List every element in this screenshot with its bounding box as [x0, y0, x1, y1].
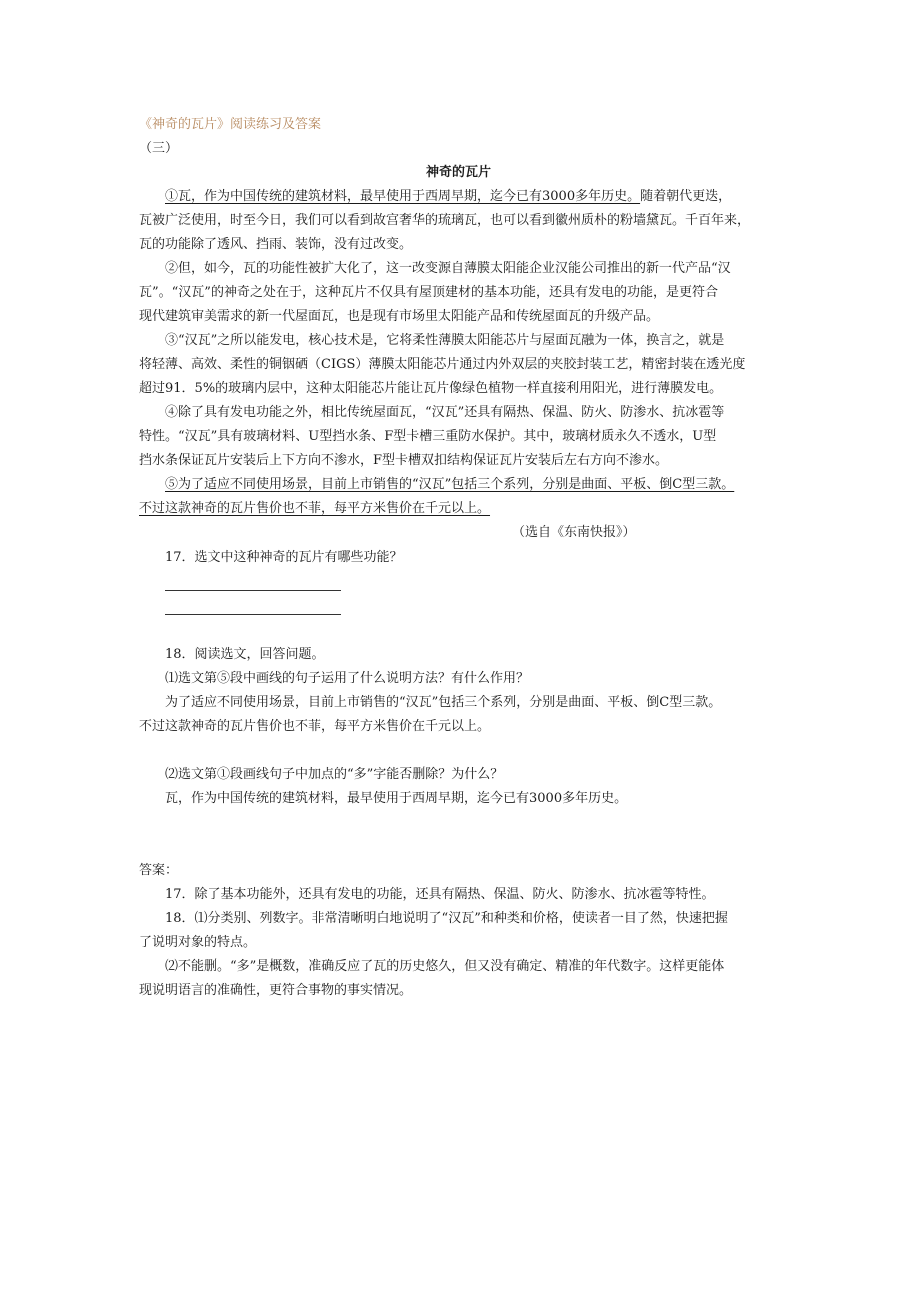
question-17: 17．选文中这种神奇的瓦片有哪些功能？ — [165, 550, 403, 565]
answer-18-1-line-2: 了说明对象的特点。 — [139, 935, 257, 950]
question-18-2: ⑵选文第①段画线句子中加点的“多”字能否删除？为什么？ — [165, 767, 504, 782]
document-title: 《神奇的瓦片》阅读练习及答案 — [139, 117, 322, 132]
question-18: 18．阅读选文，回答问题。 — [165, 647, 325, 662]
question-18-1: ⑴选文第⑤段中画线的句子运用了什么说明方法？有什么作用？ — [165, 671, 530, 686]
paragraph-3-line-1: ③“汉瓦”之所以能发电，核心技术是，它将柔性薄膜太阳能芯片与屋面瓦融为一体，换言之，就是 — [165, 333, 725, 348]
answer-blank-line — [165, 590, 341, 591]
answer-blank-line — [165, 614, 341, 615]
paragraph-5-line-1: ⑤为了适应不同使用场景，目前上市销售的“汉瓦”包括三个系列，分别是曲面、平板、倒C型三款。 — [165, 477, 735, 492]
answer-18-2-line-1: ⑵不能删。“多”是概数，准确反应了瓦的历史悠久，但又没有确定、精准的年代数字。这样更能体 — [165, 959, 725, 974]
paragraph-4-line-1: ④除了具有发电功能之外，相比传统屋面瓦，“汉瓦”还具有隔热、保温、防火、防渗水、抗冰雹等 — [165, 405, 725, 420]
answers-label: 答案： — [139, 863, 179, 878]
question-18-1-quote-line-1: 为了适应不同使用场景，目前上市销售的“汉瓦”包括三个系列，分别是曲面、平板、倒C型三款。 — [165, 695, 722, 710]
underlined-sentence: ①瓦，作为中国传统的建筑材料，最早使用于西周早期，迄今已有3000多年历史。 — [165, 189, 641, 204]
paragraph-2-line-2: 瓦”。“汉瓦”的神奇之处在于，这种瓦片不仅具有屋顶建材的基本功能，还具有发电的功能，是更符合 — [139, 285, 718, 300]
paragraph-1-line-3: 瓦的功能除了透风、挡雨、装饰，没有过改变。 — [139, 237, 413, 252]
question-18-2-quote: 瓦，作为中国传统的建筑材料，最早使用于西周早期，迄今已有3000多年历史。 — [165, 791, 628, 806]
paragraph-4-line-3: 挡水条保证瓦片安装后上下方向不渗水，F型卡槽双扣结构保证瓦片安装后左右方向不渗水。 — [139, 453, 669, 468]
paragraph-2-line-1: ②但，如今，瓦的功能性被扩大化了，这一改变源自薄膜太阳能企业汉能公司推出的新一代产品“汉 — [165, 261, 731, 276]
paragraph-1-line-1: ①瓦，作为中国传统的建筑材料，最早使用于西周早期，迄今已有3000多年历史。随着朝代更迭， — [165, 189, 732, 204]
source-citation: （选自《东南快报》） — [512, 525, 636, 540]
question-18-1-quote-line-2: 不过这款神奇的瓦片售价也不菲，每平方米售价在千元以上。 — [139, 719, 491, 734]
paragraph-2-line-3: 现代建筑审美需求的新一代屋面瓦，也是现有市场里太阳能产品和传统屋面瓦的升级产品。 — [139, 309, 660, 324]
article-title: 神奇的瓦片 — [426, 165, 492, 180]
section-label: （三） — [139, 141, 179, 156]
paragraph-1-line-2: 瓦被广泛使用，时至今日，我们可以看到故宫奢华的琉璃瓦，也可以看到徽州质朴的粉墙黛瓦。千百年来， — [139, 213, 751, 228]
answer-17: 17．除了基本功能外，还具有发电的功能，还具有隔热、保温、防火、防渗水、抗冰雹等特性。 — [165, 887, 715, 902]
paragraph-5-line-2: 不过这款神奇的瓦片售价也不菲，每平方米售价在千元以上。 — [139, 501, 491, 516]
answer-18-2-line-2: 现说明语言的准确性，更符合事物的事实情况。 — [139, 983, 413, 998]
paragraph-3-line-3: 超过91．5%的玻璃内层中，这种太阳能芯片能让瓦片像绿色植物一样直接利用阳光，进行薄膜发电。 — [139, 381, 723, 396]
paragraph-4-line-2: 特性。“汉瓦”具有玻璃材料、U型挡水条、F型卡槽三重防水保护。其中，玻璃材质永久不透水，U型 — [139, 429, 717, 444]
answer-18-1-line-1: 18．⑴分类别、列数字。非常清晰明白地说明了“汉瓦”和种类和价格，使读者一目了然，快速把握 — [165, 911, 728, 926]
paragraph-3-line-2: 将轻薄、高效、柔性的铜铟硒（CIGS）薄膜太阳能芯片通过内外双层的夹胶封装工艺，精密封装在透光度 — [139, 357, 746, 372]
